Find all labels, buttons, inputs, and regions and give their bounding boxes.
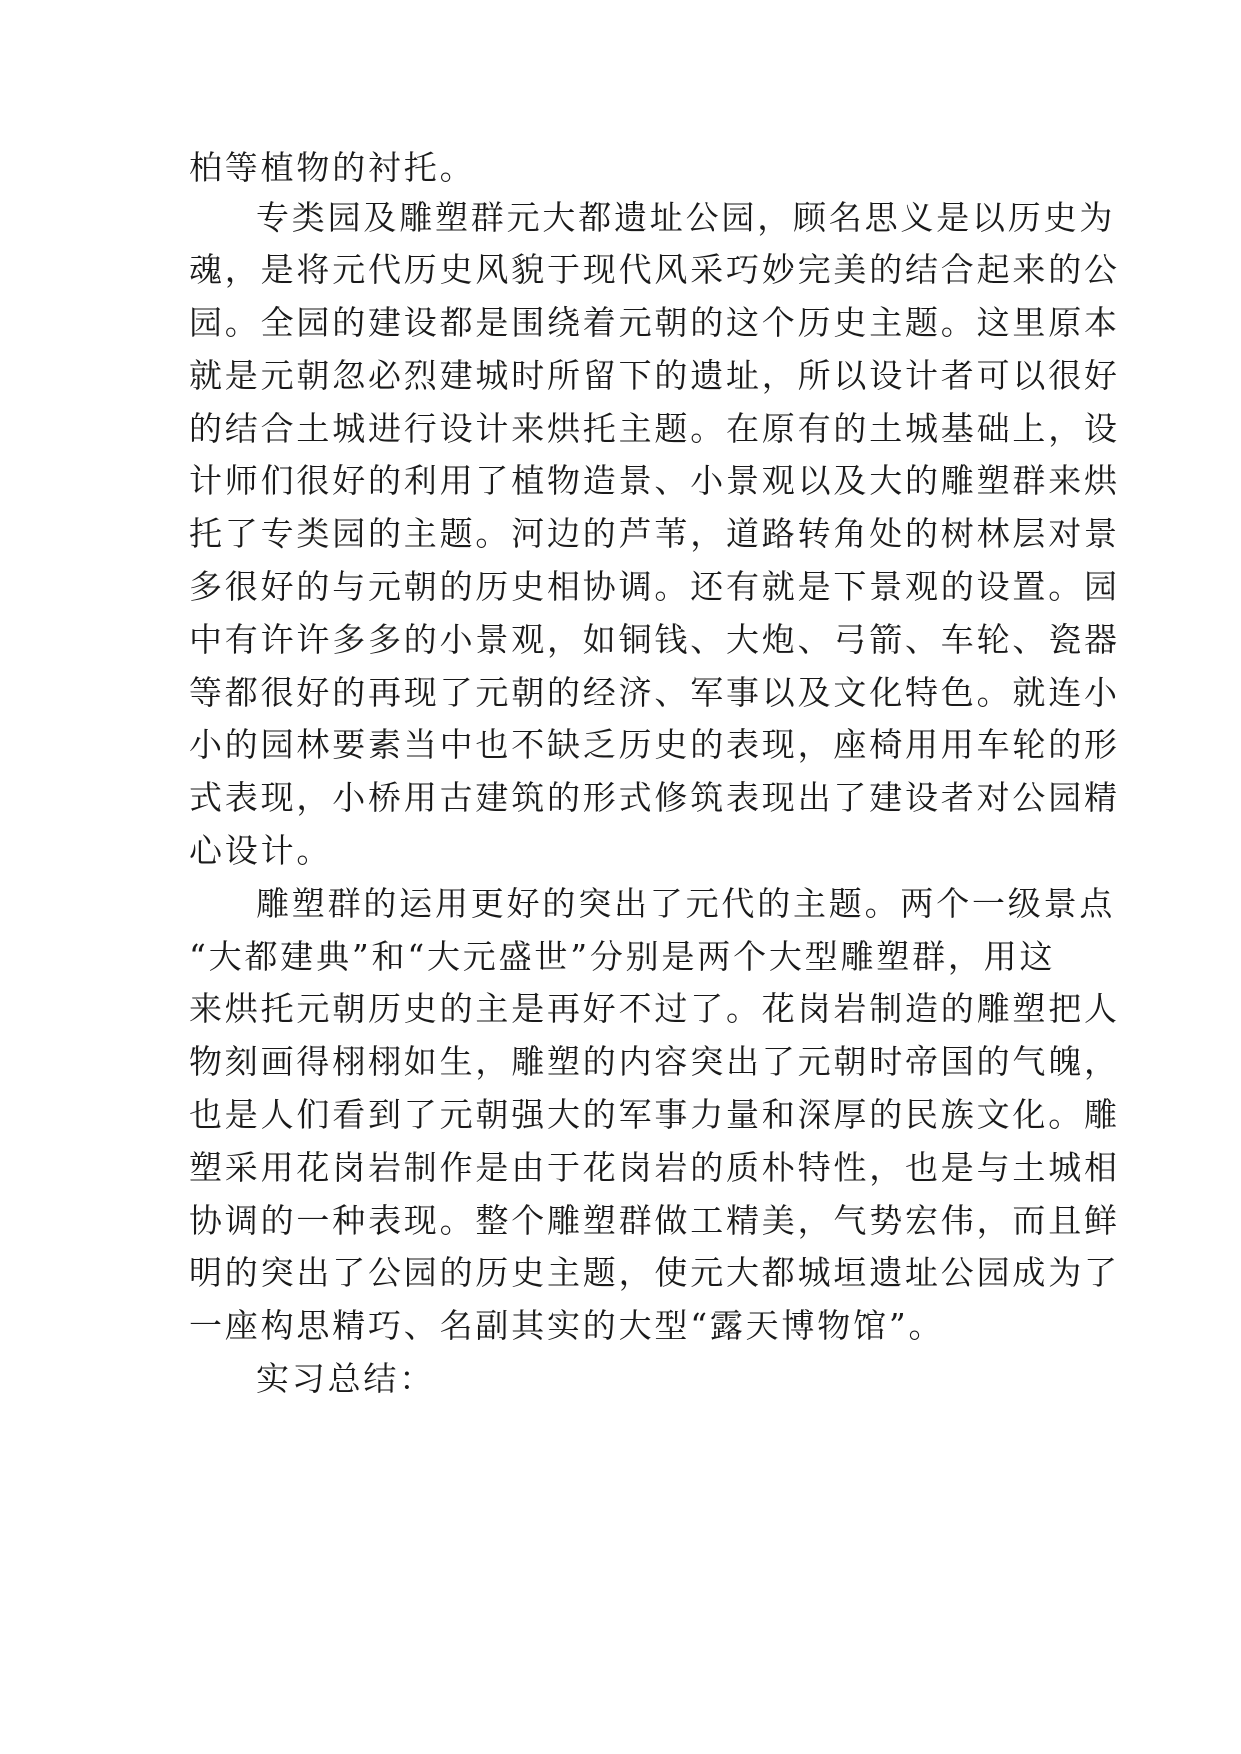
text-line: 就是元朝忽必烈建城时所留下的遗址，所以设计者可以很好 [189,356,1120,395]
text-line: 托了专类园的主题。河边的芦苇，道路转角处的树林层对景 [189,514,1120,553]
text-line: 的结合土城进行设计来烘托主题。在原有的土城基础上，设 [189,409,1120,448]
paragraph-first-line: 专类园及雕塑群元大都遗址公园，顾名思义是以历史为 [256,198,1116,237]
text-line: 协调的一种表现。整个雕塑群做工精美，气势宏伟，而且鲜 [189,1201,1120,1240]
text-line: 物刻画得栩栩如生，雕塑的内容突出了元朝时帝国的气魄， [189,1042,1120,1081]
paragraph-first-line: 雕塑群的运用更好的突出了元代的主题。两个一级景点 [256,884,1116,923]
text-line: 计师们很好的利用了植物造景、小景观以及大的雕塑群来烘 [189,461,1120,500]
text-line: 一座构思精巧、名副其实的大型“露天博物馆”。 [189,1306,945,1345]
text-line: 园。全园的建设都是围绕着元朝的这个历史主题。这里原本 [189,303,1120,342]
text-line: 柏等植物的衬托。 [189,148,476,187]
text-line: 明的突出了公园的历史主题，使元大都城垣遗址公园成为了 [189,1253,1120,1292]
text-line: 小的园林要素当中也不缺乏历史的表现，座椅用用车轮的形 [189,725,1120,764]
text-line: “大都建典”和“大元盛世”分别是两个大型雕塑群，用这 [189,937,1056,976]
text-line: 心设计。 [189,831,333,870]
text-line: 中有许许多多的小景观，如铜钱、大炮、弓箭、车轮、瓷器 [189,620,1120,659]
text-line: 多很好的与元朝的历史相协调。还有就是下景观的设置。园 [189,567,1120,606]
text-line: 也是人们看到了元朝强大的军事力量和深厚的民族文化。雕 [189,1095,1120,1134]
text-line: 式表现，小桥用古建筑的形式修筑表现出了建设者对公园精 [189,778,1120,817]
text-line: 等都很好的再现了元朝的经济、军事以及文化特色。就连小 [189,673,1120,712]
text-line: 塑采用花岗岩制作是由于花岗岩的质朴特性，也是与土城相 [189,1148,1120,1187]
text-line: 来烘托元朝历史的主是再好不过了。花岗岩制造的雕塑把人 [189,989,1120,1028]
section-heading: 实习总结： [256,1359,435,1398]
text-line: 魂，是将元代历史风貌于现代风采巧妙完美的结合起来的公 [189,250,1120,289]
